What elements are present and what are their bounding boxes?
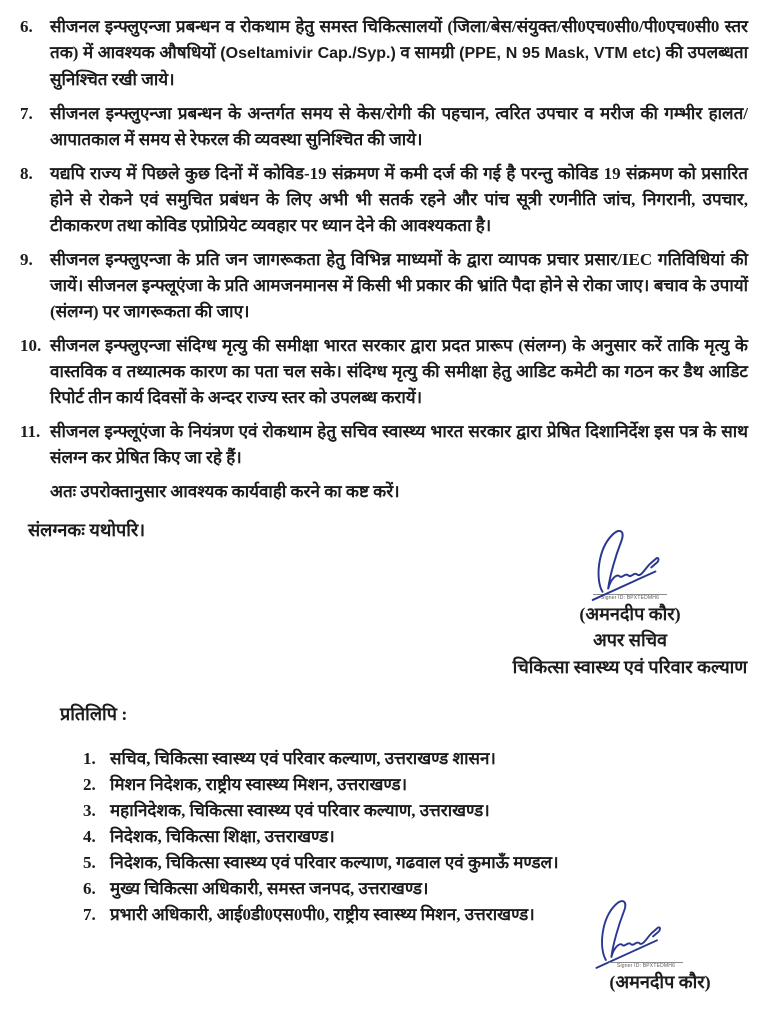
recipient-number: 2.	[83, 775, 96, 794]
item-number: 10.	[20, 336, 42, 355]
signatory-department: चिकित्सा स्वास्थ्य एवं परिवार कल्याण	[512, 657, 748, 677]
copy-heading: प्रतिलिपि :	[60, 704, 128, 724]
item-text: सीजनल इन्फ्लुएन्जा के प्रति जन जागरूकता हेतु विभिन्न माध्यमों के द्वारा व्यापक प्रचार प्रसार/IEC गतिविधियां की जायें। सीजनल इन्फ्लूएंजा के प्रति आमजनमानस में किसी भी प्रकार की भ्रांति पैदा होने से रोका जाए। बचाव के उपायों (संलग्न) पर जागरूकता की जाए।	[50, 250, 748, 321]
signature-block-primary	[480, 528, 780, 681]
item-text: सीजनल इन्फ्लूएंजा के नियंत्रण एवं रोकथाम हेतु सचिव स्वास्थ्य भारत सरकार द्वारा प्रेषित दिशानिर्देश इस पत्र के साथ संलग्न कर प्रेषित किए जा रहे हैं।	[50, 422, 748, 467]
signatory-name: (अमनदीप कौर)	[579, 604, 681, 624]
item-number: 7.	[20, 104, 33, 123]
item-number: 11.	[20, 422, 41, 441]
copy-recipient-row	[83, 746, 743, 772]
signature-image	[583, 528, 705, 606]
recipient-number: 7.	[83, 905, 96, 924]
signatory-designation: अपर सचिव	[592, 630, 668, 650]
letter-item	[0, 101, 780, 153]
closing-line: अतः उपरोक्तानुसार आवश्यक कार्यवाही करने का कष्ट करें।	[50, 482, 400, 501]
digital-signer-id-stamp: Signer ID: BPXTEDMH6	[609, 962, 683, 970]
letter-item	[0, 419, 780, 471]
copy-recipient-row	[83, 772, 743, 798]
letter-items	[0, 14, 780, 471]
item-number: 8.	[20, 164, 33, 183]
item-text: यद्यपि राज्य में पिछले कुछ दिनों में कोविड-19 संक्रमण में कमी दर्ज की गई है परन्तु कोविड 19 संक्रमण को प्रसारित होने से रोकने एवं समुचित प्रबंधन के लिए अभी भी सतर्क रहने और पांच सूत्री रणनीति जांच, निगरानी, उपचार, टीकाकरण तथा कोविड एप्रोप्रियेट व्यवहार पर ध्यान देने की आवश्यकता है।	[50, 164, 748, 235]
recipient-text: मिशन निदेशक, राष्ट्रीय स्वास्थ्य मिशन, उत्तराखण्ड।	[110, 775, 408, 794]
letter-item	[0, 14, 780, 93]
recipient-text: मुख्य चिकित्सा अधिकारी, समस्त जनपद, उत्तराखण्ड।	[110, 879, 429, 898]
letter-item	[0, 247, 780, 325]
item-text: सीजनल इन्फ्लुएन्जा प्रबन्धन व रोकथाम हेतु समस्त चिकित्सालयों (जिला/बेस/संयुक्त/सी0एच0सी0/पी0एच0सी0 स्तर तक) में आवश्यक औषधियों (Oseltamivir Cap./Syp.) व सामग्री (PPE, N 95 Mask, VTM etc) की उपलब्धता सुनिश्चित रखी जाये।	[50, 17, 748, 89]
item-text: सीजनल इन्फ्लुएन्जा प्रबन्धन के अन्तर्गत समय से केस/रोगी की पहचान, त्वरित उपचार व मरीज की गम्भीर हालत/आपातकाल में समय से रेफरल की व्यवस्था सुनिश्चित की जाये।	[50, 104, 748, 149]
recipient-text: प्रभारी अधिकारी, आई0डी0एस0पी0, राष्ट्रीय स्वास्थ्य मिशन, उत्तराखण्ड।	[110, 905, 535, 924]
recipient-text: निदेशक, चिकित्सा स्वास्थ्य एवं परिवार कल्याण, गढवाल एवं कुमाऊँ मण्डल।	[110, 853, 559, 872]
digital-signer-id-stamp: Signer ID: BPXTEDMH6	[593, 594, 667, 602]
recipient-text: महानिदेशक, चिकित्सा स्वास्थ्य एवं परिवार कल्याण, उत्तराखण्ड।	[110, 801, 490, 820]
copy-recipient-row	[83, 824, 743, 850]
letter-item	[0, 161, 780, 239]
recipient-text: सचिव, चिकित्सा स्वास्थ्य एवं परिवार कल्याण, उत्तराखण्ड शासन।	[110, 749, 496, 768]
copy-recipient-row	[83, 798, 743, 824]
item-number: 9.	[20, 250, 33, 269]
signatory-name: (अमनदीप कौर)	[609, 972, 711, 992]
copy-recipient-row	[83, 850, 743, 876]
recipient-number: 5.	[83, 853, 96, 872]
recipient-number: 4.	[83, 827, 96, 846]
recipient-number: 1.	[83, 749, 96, 768]
letter-item	[0, 333, 780, 411]
signature-block-secondary	[520, 898, 780, 995]
item-text: सीजनल इन्फ्लुएन्जा संदिग्ध मृत्यु की समीक्षा भारत सरकार द्वारा प्रदत प्रारूप (संलग्न) के अनुसार करें ताकि मृत्यु के वास्तविक व तथ्यात्मक कारण का पता चल सके। संदिग्ध मृत्यु की समीक्षा हेतु आडिट कमेटी का गठन कर डैथ आडिट रिपोर्ट तीन कार्य दिवसों के अन्दर राज्य स्तर को उपलब्ध करायें।	[50, 336, 748, 407]
recipient-text: निदेशक, चिकित्सा शिक्षा, उत्तराखण्ड।	[110, 827, 335, 846]
letter-body	[0, 14, 780, 505]
item-number: 6.	[20, 17, 33, 36]
recipient-number: 3.	[83, 801, 96, 820]
enclosure-note: संलग्नकः यथोपरि।	[28, 520, 146, 540]
recipient-number: 6.	[83, 879, 96, 898]
